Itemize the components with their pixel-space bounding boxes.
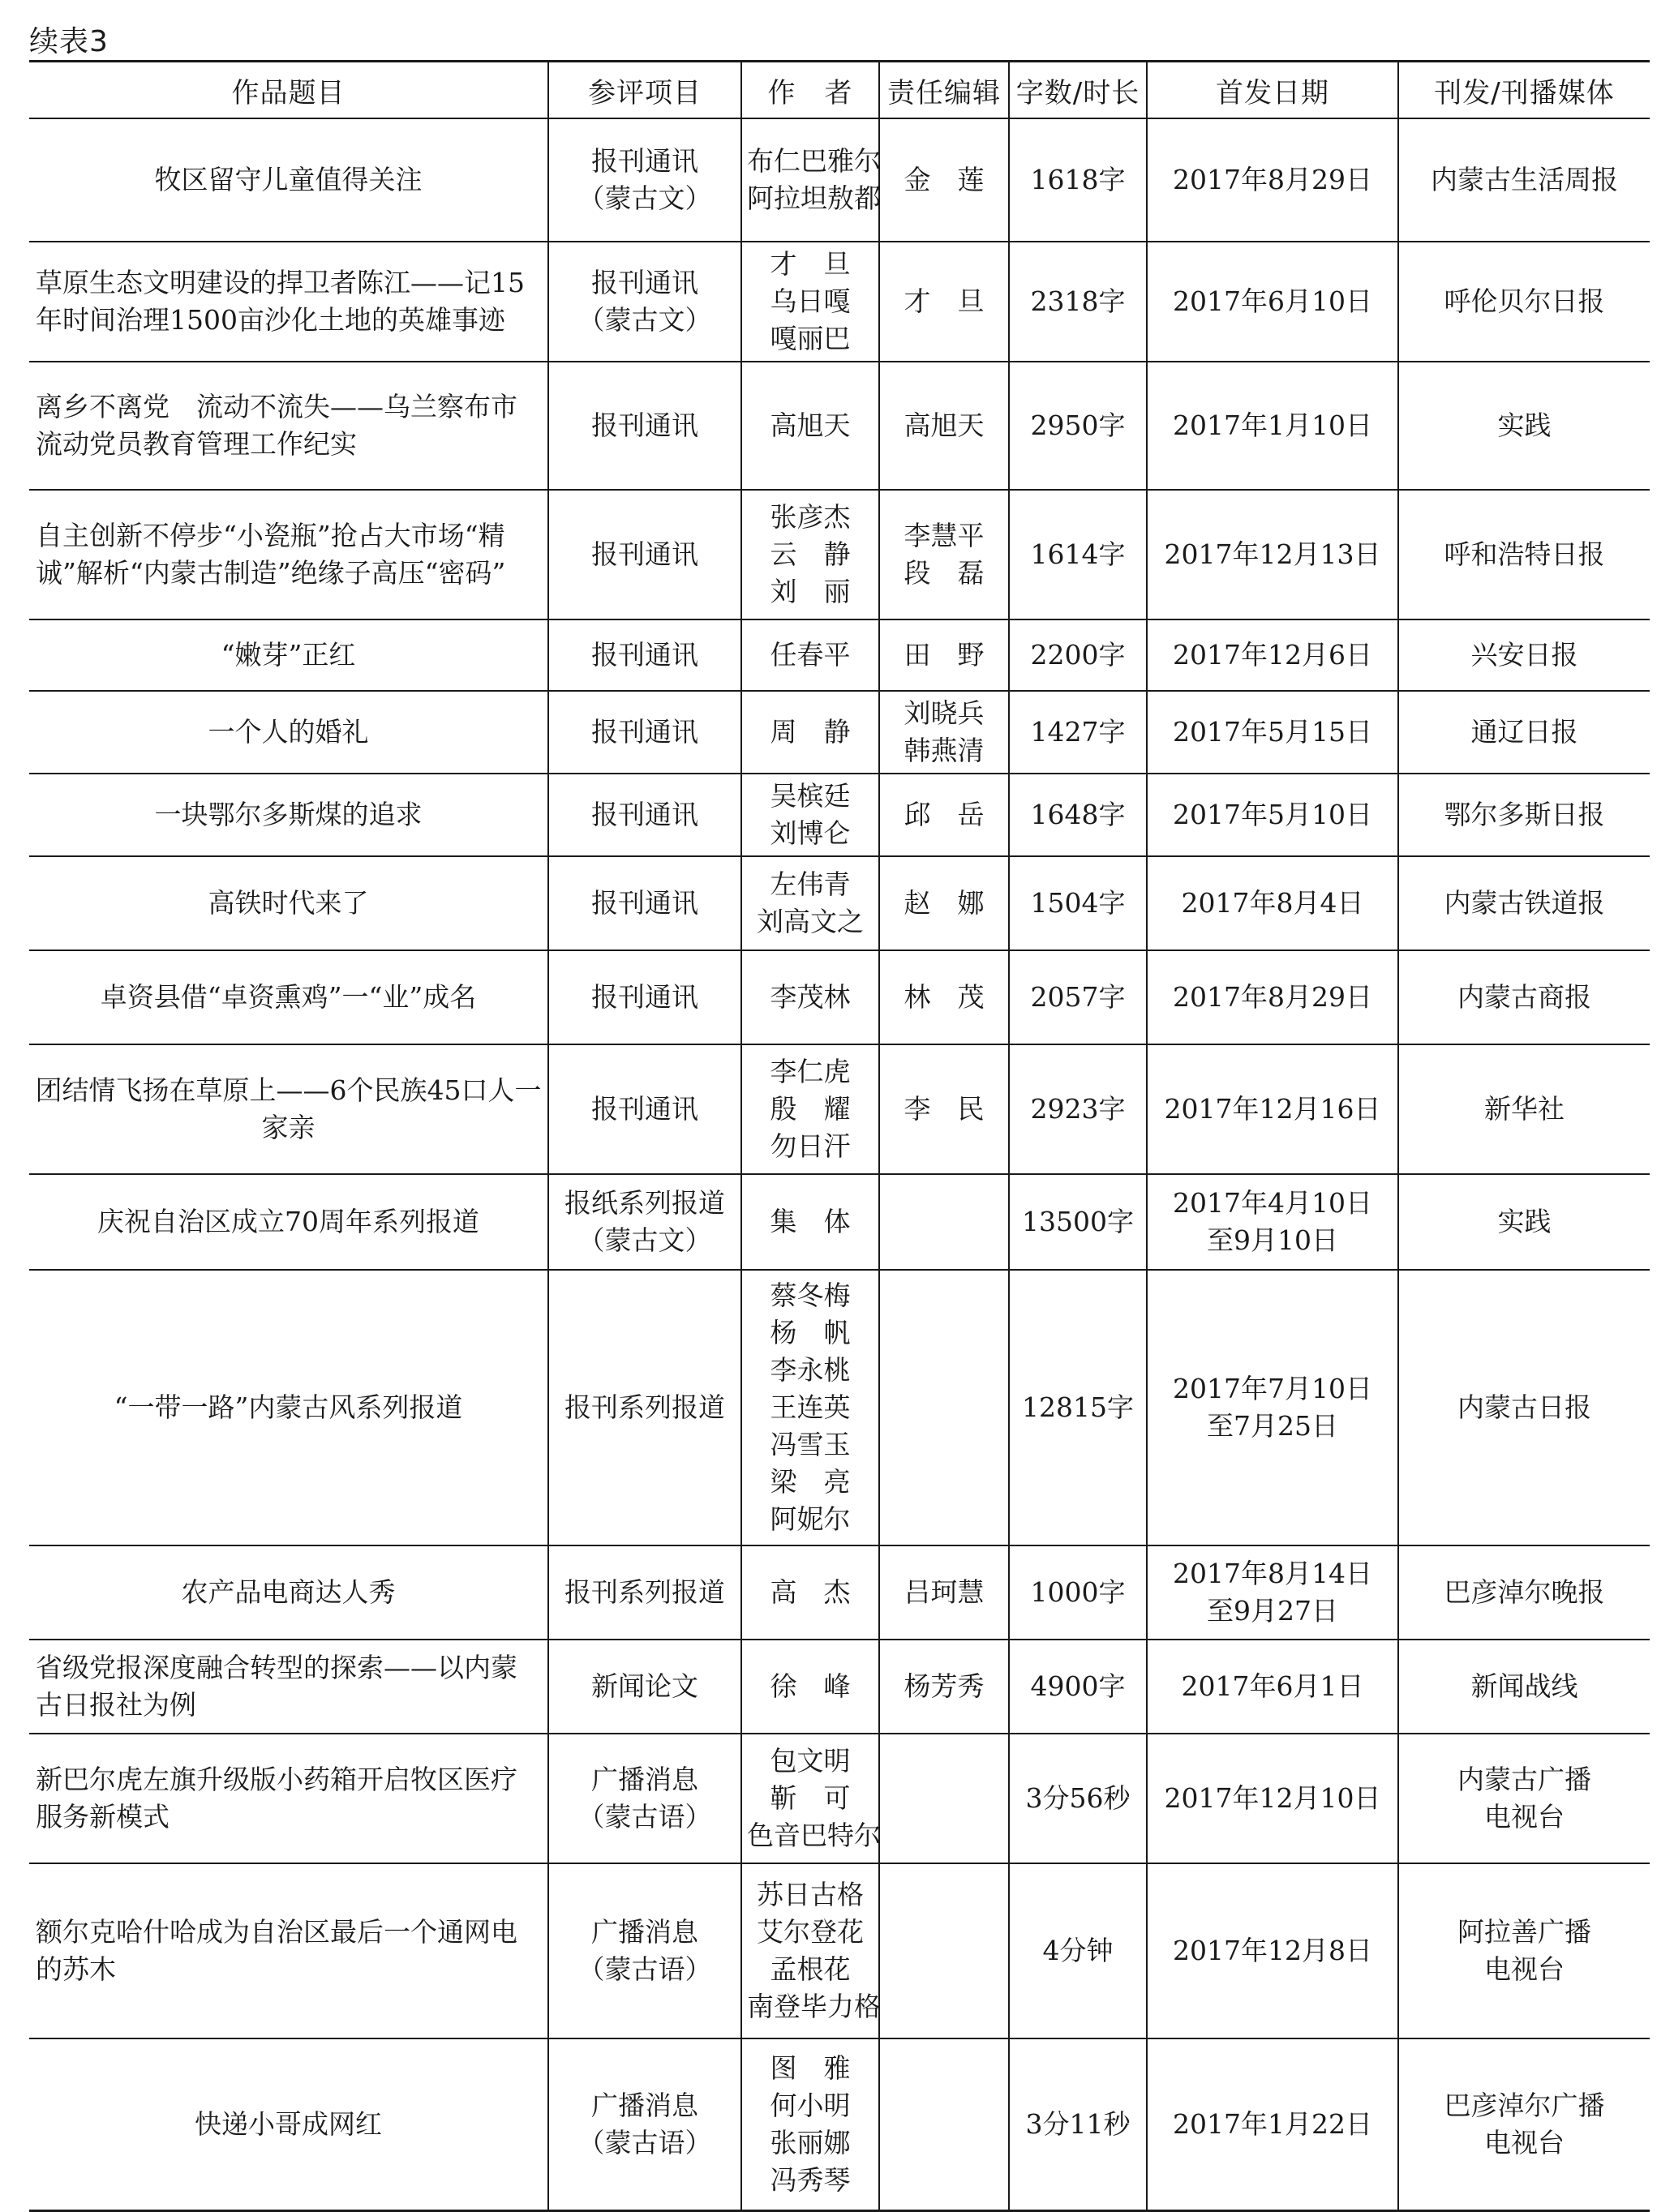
cell-authors-line: 冯秀琴 bbox=[770, 2163, 851, 2196]
cell-authors bbox=[741, 1545, 879, 1640]
cell-authors-line: 王连英 bbox=[770, 1391, 851, 1423]
award-table bbox=[29, 60, 1650, 2212]
cell-authors-line: 高旭天 bbox=[770, 409, 851, 441]
cell-date-line: 2017年6月1日 bbox=[1181, 1670, 1364, 1702]
cell-title: 自主创新不停步“小瓷瓶”抢占大市场“精诚”解析“内蒙古制造”绝缘子高压“密码” bbox=[29, 490, 548, 619]
cell-media-line: 新华社 bbox=[1484, 1093, 1565, 1125]
cell-date-line: 2017年5月15日 bbox=[1173, 716, 1372, 748]
cell-editor bbox=[879, 2038, 1009, 2210]
cell-authors-line: 布仁巴雅尔 bbox=[747, 145, 881, 177]
cell-editor bbox=[879, 362, 1009, 490]
cell-editor-line: 刘晓兵 bbox=[904, 697, 985, 729]
cell-date bbox=[1147, 1044, 1398, 1174]
cell-date-line: 2017年12月13日 bbox=[1164, 538, 1381, 570]
cell-authors-line: 刘高文之 bbox=[757, 906, 864, 937]
cell-date-line: 2017年1月22日 bbox=[1173, 2107, 1372, 2140]
cell-title: “嫩芽”正红 bbox=[29, 619, 548, 691]
cell-authors-line: 蔡冬梅 bbox=[770, 1280, 851, 1311]
table-header-row bbox=[29, 62, 1650, 119]
cell-authors-line: 勿日汗 bbox=[770, 1130, 851, 1162]
cell-authors-line: 刘 丽 bbox=[770, 576, 851, 607]
table-row bbox=[29, 1545, 1650, 1640]
cell-category bbox=[548, 1734, 741, 1863]
column-header-title: 作品题目 bbox=[29, 62, 548, 119]
cell-media bbox=[1398, 1174, 1650, 1270]
table-row bbox=[29, 774, 1650, 856]
cell-date-line: 2017年12月8日 bbox=[1173, 1935, 1372, 1966]
cell-authors bbox=[741, 691, 879, 774]
cell-authors-line: 嘎丽巴 bbox=[770, 323, 851, 354]
cell-category-line: 报刊系列报道 bbox=[564, 1576, 725, 1608]
cell-media-line: 鄂尔多斯日报 bbox=[1444, 799, 1605, 830]
cell-authors-line: 孟根花 bbox=[770, 1953, 851, 1985]
cell-authors bbox=[741, 1044, 879, 1174]
cell-category bbox=[548, 490, 741, 619]
cell-authors bbox=[741, 619, 879, 691]
cell-authors bbox=[741, 1640, 879, 1734]
cell-length: 4900字 bbox=[1009, 1640, 1147, 1734]
cell-date bbox=[1147, 691, 1398, 774]
cell-date bbox=[1147, 362, 1398, 490]
cell-authors-line: 高 杰 bbox=[770, 1576, 851, 1608]
cell-authors-line: 殷 耀 bbox=[770, 1093, 851, 1125]
cell-date-line: 2017年1月10日 bbox=[1173, 409, 1372, 441]
cell-category bbox=[548, 1640, 741, 1734]
cell-editor-line: 才 旦 bbox=[904, 285, 985, 317]
cell-date-line: 2017年5月10日 bbox=[1173, 799, 1372, 830]
cell-title: 一个人的婚礼 bbox=[29, 691, 548, 774]
cell-editor bbox=[879, 619, 1009, 691]
cell-media-line: 巴彦淖尔晚报 bbox=[1444, 1576, 1605, 1608]
cell-category-line: （蒙古语） bbox=[577, 2126, 712, 2158]
cell-editor-line: 田 野 bbox=[904, 639, 985, 671]
cell-authors-line: 张丽娜 bbox=[770, 2126, 851, 2158]
cell-title: 离乡不离党 流动不流失——乌兰察布市流动党员教育管理工作纪实 bbox=[29, 362, 548, 490]
table-row bbox=[29, 1734, 1650, 1863]
cell-date bbox=[1147, 242, 1398, 362]
table-row bbox=[29, 1640, 1650, 1734]
cell-length: 3分56秒 bbox=[1009, 1734, 1147, 1863]
cell-media-line: 内蒙古生活周报 bbox=[1431, 164, 1618, 195]
cell-editor bbox=[879, 950, 1009, 1044]
cell-authors-line: 苏日古格 bbox=[757, 1879, 864, 1910]
cell-category-line: 报刊通讯 bbox=[591, 639, 698, 671]
cell-date-line: 至7月25日 bbox=[1207, 1410, 1338, 1442]
cell-media-line: 内蒙古商报 bbox=[1457, 981, 1591, 1013]
cell-date-line: 2017年12月6日 bbox=[1173, 639, 1372, 671]
cell-length: 3分11秒 bbox=[1009, 2038, 1147, 2210]
cell-editor-line: 韩燕清 bbox=[904, 735, 985, 766]
cell-title: “一带一路”内蒙古风系列报道 bbox=[29, 1270, 548, 1545]
cell-authors bbox=[741, 1863, 879, 2038]
table-row bbox=[29, 1863, 1650, 2038]
cell-date-line: 2017年12月16日 bbox=[1164, 1093, 1381, 1125]
cell-authors-line: 张彦杰 bbox=[770, 501, 851, 533]
column-header-length: 字数/时长 bbox=[1009, 62, 1147, 119]
cell-media-line: 内蒙古广播 bbox=[1457, 1764, 1591, 1795]
cell-editor-line: 李慧平 bbox=[904, 520, 985, 551]
cell-editor bbox=[879, 1734, 1009, 1863]
cell-length: 12815字 bbox=[1009, 1270, 1147, 1545]
cell-editor bbox=[879, 490, 1009, 619]
cell-authors-line: 何小明 bbox=[770, 2089, 851, 2121]
cell-category bbox=[548, 774, 741, 856]
cell-category-line: 报刊通讯 bbox=[591, 409, 698, 441]
cell-title: 高铁时代来了 bbox=[29, 856, 548, 950]
column-header-media: 刊发/刊播媒体 bbox=[1398, 62, 1650, 119]
cell-authors bbox=[741, 856, 879, 950]
cell-media-line: 实践 bbox=[1497, 409, 1552, 441]
cell-authors-line: 靳 可 bbox=[770, 1782, 851, 1814]
cell-date-line: 至9月27日 bbox=[1207, 1595, 1338, 1627]
cell-media bbox=[1398, 490, 1650, 619]
cell-editor bbox=[879, 691, 1009, 774]
table-row bbox=[29, 362, 1650, 490]
cell-category bbox=[548, 362, 741, 490]
cell-date bbox=[1147, 118, 1398, 242]
table-row bbox=[29, 1044, 1650, 1174]
cell-title: 牧区留守儿童值得关注 bbox=[29, 118, 548, 242]
cell-media bbox=[1398, 619, 1650, 691]
cell-authors bbox=[741, 118, 879, 242]
table-row bbox=[29, 691, 1650, 774]
table-caption: 续表3 bbox=[29, 25, 109, 58]
cell-media bbox=[1398, 774, 1650, 856]
cell-title: 额尔克哈什哈成为自治区最后一个通网电的苏木 bbox=[29, 1863, 548, 2038]
cell-date bbox=[1147, 1270, 1398, 1545]
cell-date bbox=[1147, 619, 1398, 691]
cell-category-line: 报刊通讯 bbox=[591, 799, 698, 830]
cell-authors-line: 色音巴特尔 bbox=[747, 1820, 881, 1851]
cell-media bbox=[1398, 362, 1650, 490]
cell-authors-line: 图 雅 bbox=[770, 2051, 851, 2084]
cell-media-line: 新闻战线 bbox=[1470, 1670, 1578, 1702]
cell-category-line: 报刊通讯 bbox=[591, 887, 698, 919]
cell-authors bbox=[741, 950, 879, 1044]
cell-authors bbox=[741, 774, 879, 856]
cell-editor-line: 李 民 bbox=[904, 1093, 985, 1125]
cell-category-line: （蒙古语） bbox=[577, 1801, 712, 1833]
cell-category-line: （蒙古文） bbox=[577, 304, 712, 336]
cell-date bbox=[1147, 774, 1398, 856]
cell-media-line: 通辽日报 bbox=[1470, 716, 1578, 748]
cell-media-line: 呼伦贝尔日报 bbox=[1444, 285, 1605, 317]
cell-authors-line: 冯雪玉 bbox=[770, 1429, 851, 1460]
cell-length: 1648字 bbox=[1009, 774, 1147, 856]
cell-category bbox=[548, 242, 741, 362]
cell-category-line: 报刊通讯 bbox=[591, 1093, 698, 1125]
cell-authors-line: 艾尔登花 bbox=[757, 1916, 864, 1948]
cell-category-line: （蒙古文） bbox=[577, 182, 712, 214]
cell-authors-line: 吴槟廷 bbox=[770, 780, 851, 812]
table-row bbox=[29, 950, 1650, 1044]
cell-media-line: 内蒙古铁道报 bbox=[1444, 887, 1605, 919]
cell-media bbox=[1398, 1734, 1650, 1863]
cell-date bbox=[1147, 1863, 1398, 2038]
cell-length: 1427字 bbox=[1009, 691, 1147, 774]
cell-editor bbox=[879, 118, 1009, 242]
cell-category bbox=[548, 2038, 741, 2210]
cell-editor bbox=[879, 1044, 1009, 1174]
cell-length: 2950字 bbox=[1009, 362, 1147, 490]
cell-date-line: 2017年8月29日 bbox=[1173, 164, 1372, 195]
cell-length: 4分钟 bbox=[1009, 1863, 1147, 2038]
cell-editor bbox=[879, 774, 1009, 856]
cell-date bbox=[1147, 1545, 1398, 1640]
cell-editor bbox=[879, 1545, 1009, 1640]
cell-title: 省级党报深度融合转型的探索——以内蒙古日报社为例 bbox=[29, 1640, 548, 1734]
cell-authors-line: 杨 帆 bbox=[770, 1317, 851, 1348]
column-header-category: 参评项目 bbox=[548, 62, 741, 119]
cell-media-line: 呼和浩特日报 bbox=[1444, 538, 1605, 570]
cell-media bbox=[1398, 1640, 1650, 1734]
cell-media bbox=[1398, 950, 1650, 1044]
table-row bbox=[29, 1270, 1650, 1545]
cell-title: 农产品电商达人秀 bbox=[29, 1545, 548, 1640]
cell-category bbox=[548, 619, 741, 691]
cell-title: 一块鄂尔多斯煤的追求 bbox=[29, 774, 548, 856]
cell-media-line: 电视台 bbox=[1484, 1801, 1565, 1833]
cell-media-line: 电视台 bbox=[1484, 2126, 1565, 2158]
cell-authors-line: 李仁虎 bbox=[770, 1056, 851, 1087]
cell-length: 1618字 bbox=[1009, 118, 1147, 242]
cell-media-line: 巴彦淖尔广播 bbox=[1444, 2089, 1605, 2121]
cell-editor-line: 高旭天 bbox=[904, 409, 985, 441]
cell-media bbox=[1398, 1863, 1650, 2038]
cell-media-line: 电视台 bbox=[1484, 1953, 1565, 1985]
cell-editor bbox=[879, 1270, 1009, 1545]
cell-category-line: 报刊通讯 bbox=[591, 981, 698, 1013]
cell-media bbox=[1398, 2038, 1650, 2210]
cell-date-line: 2017年12月10日 bbox=[1164, 1782, 1381, 1814]
column-header-date: 首发日期 bbox=[1147, 62, 1398, 119]
cell-authors bbox=[741, 2038, 879, 2210]
cell-authors-line: 阿拉坦敖都 bbox=[747, 182, 881, 214]
cell-authors bbox=[741, 1270, 879, 1545]
cell-category bbox=[548, 1545, 741, 1640]
cell-date-line: 2017年8月29日 bbox=[1173, 981, 1372, 1013]
cell-editor-line: 段 磊 bbox=[904, 557, 985, 589]
cell-editor-line: 邱 岳 bbox=[904, 799, 985, 830]
cell-category-line: 广播消息 bbox=[591, 2089, 698, 2121]
cell-category bbox=[548, 1174, 741, 1270]
cell-title: 新巴尔虎左旗升级版小药箱开启牧区医疗服务新模式 bbox=[29, 1734, 548, 1863]
cell-length: 2923字 bbox=[1009, 1044, 1147, 1174]
cell-category-line: 广播消息 bbox=[591, 1764, 698, 1795]
cell-editor-line: 林 茂 bbox=[904, 981, 985, 1013]
cell-date bbox=[1147, 1640, 1398, 1734]
cell-date bbox=[1147, 2038, 1398, 2210]
cell-category-line: （蒙古文） bbox=[577, 1224, 712, 1256]
table-row bbox=[29, 490, 1650, 619]
cell-date bbox=[1147, 1174, 1398, 1270]
cell-length: 1000字 bbox=[1009, 1545, 1147, 1640]
table-row bbox=[29, 619, 1650, 691]
table-row bbox=[29, 856, 1650, 950]
cell-authors-line: 周 静 bbox=[770, 716, 851, 748]
cell-editor-line: 赵 娜 bbox=[904, 887, 985, 919]
cell-date bbox=[1147, 950, 1398, 1044]
cell-date bbox=[1147, 856, 1398, 950]
cell-authors-line: 徐 峰 bbox=[770, 1670, 851, 1702]
cell-authors bbox=[741, 362, 879, 490]
cell-category bbox=[548, 950, 741, 1044]
cell-media-line: 内蒙古日报 bbox=[1457, 1391, 1591, 1423]
cell-category-line: （蒙古语） bbox=[577, 1953, 712, 1985]
column-header-editor: 责任编辑 bbox=[879, 62, 1009, 119]
cell-length: 13500字 bbox=[1009, 1174, 1147, 1270]
cell-media bbox=[1398, 856, 1650, 950]
cell-media bbox=[1398, 1545, 1650, 1640]
cell-media bbox=[1398, 1044, 1650, 1174]
cell-media-line: 阿拉善广播 bbox=[1457, 1916, 1591, 1948]
cell-authors-line: 云 静 bbox=[770, 538, 851, 570]
cell-editor bbox=[879, 1640, 1009, 1734]
cell-authors-line: 阿妮尔 bbox=[770, 1503, 851, 1535]
cell-category-line: 报纸系列报道 bbox=[564, 1187, 725, 1219]
cell-title: 庆祝自治区成立70周年系列报道 bbox=[29, 1174, 548, 1270]
cell-editor bbox=[879, 242, 1009, 362]
table-row bbox=[29, 1174, 1650, 1270]
table-row bbox=[29, 118, 1650, 242]
cell-authors-line: 李茂林 bbox=[770, 981, 851, 1013]
cell-authors bbox=[741, 490, 879, 619]
cell-editor-line: 吕珂慧 bbox=[904, 1576, 985, 1608]
column-header-authors: 作 者 bbox=[741, 62, 879, 119]
cell-category bbox=[548, 118, 741, 242]
cell-media bbox=[1398, 691, 1650, 774]
cell-editor-line: 金 莲 bbox=[904, 164, 985, 195]
cell-authors-line: 乌日嘎 bbox=[770, 285, 851, 317]
cell-authors-line: 左伟青 bbox=[770, 868, 851, 900]
table-row bbox=[29, 2038, 1650, 2210]
cell-category bbox=[548, 691, 741, 774]
cell-authors-line: 梁 亮 bbox=[770, 1466, 851, 1498]
cell-date-line: 2017年4月10日 bbox=[1173, 1187, 1372, 1219]
cell-category bbox=[548, 1863, 741, 2038]
cell-authors-line: 南登毕力格 bbox=[747, 1991, 881, 2022]
cell-editor-line: 杨芳秀 bbox=[904, 1670, 985, 1702]
cell-media-line: 实践 bbox=[1497, 1206, 1552, 1237]
cell-category-line: 新闻论文 bbox=[591, 1670, 698, 1702]
cell-date-line: 2017年6月10日 bbox=[1173, 285, 1372, 317]
cell-media bbox=[1398, 118, 1650, 242]
cell-date bbox=[1147, 490, 1398, 619]
cell-authors bbox=[741, 1734, 879, 1863]
cell-title: 草原生态文明建设的捍卫者陈江——记15年时间治理1500亩沙化土地的英雄事迹 bbox=[29, 242, 548, 362]
cell-authors-line: 集 体 bbox=[770, 1206, 851, 1237]
cell-date-line: 2017年8月4日 bbox=[1181, 887, 1364, 919]
cell-authors-line: 任春平 bbox=[770, 639, 851, 671]
cell-date-line: 2017年7月10日 bbox=[1173, 1373, 1372, 1404]
table-body bbox=[29, 118, 1650, 2210]
cell-category bbox=[548, 1044, 741, 1174]
cell-length: 2318字 bbox=[1009, 242, 1147, 362]
cell-title: 团结情飞扬在草原上——6个民族45口人一家亲 bbox=[29, 1044, 548, 1174]
table-row bbox=[29, 242, 1650, 362]
cell-title: 快递小哥成网红 bbox=[29, 2038, 548, 2210]
cell-title: 卓资县借“卓资熏鸡”一“业”成名 bbox=[29, 950, 548, 1044]
cell-media bbox=[1398, 242, 1650, 362]
cell-category-line: 报刊通讯 bbox=[591, 145, 698, 177]
cell-editor bbox=[879, 1863, 1009, 2038]
cell-category-line: 报刊通讯 bbox=[591, 538, 698, 570]
cell-category-line: 广播消息 bbox=[591, 1916, 698, 1948]
cell-category-line: 报刊通讯 bbox=[591, 716, 698, 748]
cell-authors-line: 李永桃 bbox=[770, 1354, 851, 1386]
cell-authors-line: 包文明 bbox=[770, 1745, 851, 1777]
cell-authors bbox=[741, 1174, 879, 1270]
cell-length: 2057字 bbox=[1009, 950, 1147, 1044]
cell-authors-line: 才 旦 bbox=[770, 248, 851, 280]
cell-category bbox=[548, 856, 741, 950]
cell-category-line: 报刊系列报道 bbox=[564, 1391, 725, 1423]
cell-length: 1504字 bbox=[1009, 856, 1147, 950]
cell-editor bbox=[879, 856, 1009, 950]
cell-length: 1614字 bbox=[1009, 490, 1147, 619]
cell-authors-line: 刘博仑 bbox=[770, 817, 851, 849]
cell-category bbox=[548, 1270, 741, 1545]
cell-category-line: 报刊通讯 bbox=[591, 267, 698, 298]
cell-media-line: 兴安日报 bbox=[1470, 639, 1578, 671]
cell-authors bbox=[741, 242, 879, 362]
cell-media bbox=[1398, 1270, 1650, 1545]
cell-date bbox=[1147, 1734, 1398, 1863]
cell-date-line: 至9月10日 bbox=[1207, 1224, 1338, 1256]
cell-length: 2200字 bbox=[1009, 619, 1147, 691]
cell-date-line: 2017年8月14日 bbox=[1173, 1558, 1372, 1589]
cell-editor bbox=[879, 1174, 1009, 1270]
